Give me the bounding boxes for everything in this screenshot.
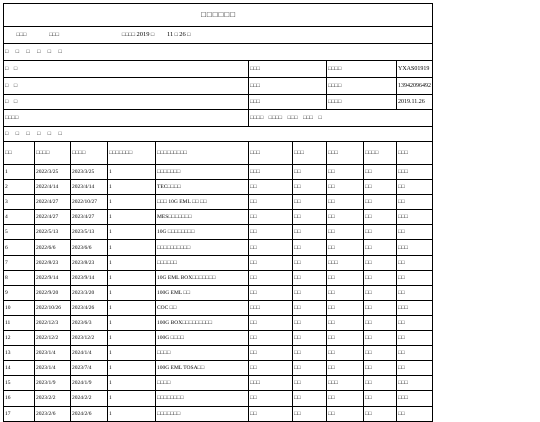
cell-d: □□	[364, 315, 397, 330]
cell-d: □□	[364, 391, 397, 406]
start-date: 2023/2/2	[35, 391, 71, 406]
cell-d: □□	[364, 180, 397, 195]
item-name: 100G □□□□	[156, 331, 249, 346]
info-field-3: □□□	[249, 95, 327, 110]
date-month-unit: □	[174, 32, 178, 38]
table-row	[4, 391, 433, 406]
end-date: 2024/1/9	[71, 376, 108, 391]
cell-c: □□	[327, 346, 364, 361]
cell-d: □□	[364, 346, 397, 361]
table-header-row	[4, 142, 433, 165]
col-header: □□□	[293, 142, 327, 165]
table-row	[4, 331, 433, 346]
cell-a: □□	[249, 346, 293, 361]
row-number: 13	[4, 346, 35, 361]
cell-b: □□	[293, 300, 327, 315]
cell-a: □□	[249, 180, 293, 195]
cell-c: □□	[327, 195, 364, 210]
row-number: 5	[4, 225, 35, 240]
table-row	[4, 406, 433, 421]
cell-d: □□	[364, 195, 397, 210]
cell-b: □□	[293, 240, 327, 255]
info-value-date: 2019.11.26	[397, 95, 433, 110]
table-row	[4, 361, 433, 376]
end-date: 2023/8/23	[71, 255, 108, 270]
cell-a: □□	[249, 225, 293, 240]
row-number: 17	[4, 406, 35, 421]
col-header: □□□□□□□□□	[156, 142, 249, 165]
cell-e: □□	[397, 285, 433, 300]
date-year-unit: □	[150, 32, 155, 38]
quantity: 1	[108, 255, 156, 270]
start-date: 2022/4/27	[35, 195, 71, 210]
item-name: 100G BOX□□□□□□□□□	[156, 315, 249, 330]
table-row	[4, 195, 433, 210]
item-name: 10G EML BOX□□□□□□□	[156, 270, 249, 285]
end-date: 2022/10/27	[71, 195, 108, 210]
info-label-3: □ □	[4, 95, 249, 110]
cell-a: □□	[249, 331, 293, 346]
end-date: 2023/4/27	[71, 210, 108, 225]
row-number: 10	[4, 300, 35, 315]
quantity: 1	[108, 285, 156, 300]
cell-e: □□	[397, 270, 433, 285]
table-row	[4, 210, 433, 225]
cell-a: □□	[249, 391, 293, 406]
cell-b: □□	[293, 406, 327, 421]
cell-b: □□	[293, 315, 327, 330]
cell-b: □□	[293, 331, 327, 346]
item-name: □□□□□□□	[156, 165, 249, 180]
end-date: 2023/6/3	[71, 315, 108, 330]
cell-a: □□	[249, 406, 293, 421]
cell-c: □□	[327, 315, 364, 330]
cell-b: □□	[293, 165, 327, 180]
end-date: 2023/9/14	[71, 270, 108, 285]
cell-a: □□	[249, 361, 293, 376]
item-name: □□□□	[156, 376, 249, 391]
end-date: 2024/1/4	[71, 346, 108, 361]
info-label-1: □ □	[4, 61, 249, 78]
cell-c: □□	[327, 165, 364, 180]
quantity: 1	[108, 331, 156, 346]
info-label-2: □ □	[4, 78, 249, 95]
table-row	[4, 285, 433, 300]
cell-a: □□	[249, 270, 293, 285]
cell-d: □□	[364, 331, 397, 346]
info-field-2: □□□	[249, 78, 327, 95]
item-name: □□□□□□□□□□	[156, 240, 249, 255]
cell-a: □□	[249, 240, 293, 255]
item-name: □□□ 10G EML □□ □□	[156, 195, 249, 210]
quantity: 1	[108, 300, 156, 315]
item-name: □□□□□□□□	[156, 391, 249, 406]
cell-a: □□	[249, 315, 293, 330]
cell-b: □□	[293, 361, 327, 376]
item-name: COC □□	[156, 300, 249, 315]
info-value-phone: 13942096492	[397, 78, 433, 95]
cell-c: □□	[327, 300, 364, 315]
table-row	[4, 315, 433, 330]
cell-a: □□	[249, 255, 293, 270]
start-date: 2022/8/23	[35, 255, 71, 270]
end-date: 2023/4/14	[71, 180, 108, 195]
row-number: 14	[4, 361, 35, 376]
info-field-1: □□□	[249, 61, 327, 78]
quantity: 1	[108, 346, 156, 361]
quantity: 1	[108, 315, 156, 330]
cell-e: □□□	[397, 300, 433, 315]
quantity: 1	[108, 210, 156, 225]
start-date: 2022/3/25	[35, 165, 71, 180]
row-number: 11	[4, 315, 35, 330]
cell-d: □□	[364, 165, 397, 180]
table-row	[4, 165, 433, 180]
item-name: 100G EML □□	[156, 285, 249, 300]
cell-e: □□□	[397, 165, 433, 180]
quantity: 1	[108, 225, 156, 240]
date-month: 11	[166, 31, 174, 38]
cell-a: □□	[249, 210, 293, 225]
cell-b: □□	[293, 225, 327, 240]
item-name: TEC□□□□	[156, 180, 249, 195]
cell-e: □□	[397, 255, 433, 270]
item-name: □□□□	[156, 346, 249, 361]
info-field-2b: □□□□	[327, 78, 397, 95]
col-header: □□	[4, 142, 35, 165]
document-title: □□□□□□	[4, 4, 433, 27]
col-header: □□□□	[364, 142, 397, 165]
end-date: 2023/7/4	[71, 361, 108, 376]
meta-label: □□□	[16, 32, 27, 38]
quantity: 1	[108, 406, 156, 421]
item-name: 100G EML TOSA□□	[156, 361, 249, 376]
cell-a: □□□	[249, 300, 293, 315]
cell-e: □□□	[397, 210, 433, 225]
quantity: 1	[108, 180, 156, 195]
cell-a: □□□	[249, 165, 293, 180]
row-number: 7	[4, 255, 35, 270]
quantity: 1	[108, 195, 156, 210]
cell-e: □□□	[397, 240, 433, 255]
row-number: 3	[4, 195, 35, 210]
row-number: 2	[4, 180, 35, 195]
end-date: 2023/4/26	[71, 300, 108, 315]
cell-c: □□	[327, 180, 364, 195]
cell-e: □□	[397, 406, 433, 421]
cell-d: □□	[364, 225, 397, 240]
cell-e: □□	[397, 346, 433, 361]
end-date: 2024/2/2	[71, 391, 108, 406]
table-row	[4, 376, 433, 391]
cell-b: □□	[293, 285, 327, 300]
report-table	[3, 3, 433, 422]
item-name: □□□□□□□	[156, 406, 249, 421]
info-field-3b: □□□□	[327, 95, 397, 110]
quantity: 1	[108, 376, 156, 391]
col-header: □□□□	[35, 142, 71, 165]
cell-c: □□	[327, 361, 364, 376]
end-date: 2023/3/20	[71, 285, 108, 300]
cell-e: □□	[397, 195, 433, 210]
cell-b: □□	[293, 255, 327, 270]
cell-a: □□□	[249, 376, 293, 391]
col-header: □□□□	[71, 142, 108, 165]
info-field-1b: □□□□	[327, 61, 397, 78]
date-day-unit: □	[187, 32, 191, 38]
cell-e: □□	[397, 361, 433, 376]
start-date: 2022/4/27	[35, 210, 71, 225]
document-sheet	[3, 3, 432, 417]
col-header: □□□	[327, 142, 364, 165]
cell-b: □□	[293, 180, 327, 195]
table-row	[4, 346, 433, 361]
cell-e: □□□	[397, 391, 433, 406]
item-name: MES□□□□□□□	[156, 210, 249, 225]
cell-c: □□	[327, 210, 364, 225]
quantity: 1	[108, 270, 156, 285]
date-label: □□□□	[121, 32, 136, 38]
start-date: 2023/1/4	[35, 361, 71, 376]
options-label: □□□□	[4, 110, 249, 127]
info-value-code: YXAS01919	[397, 61, 433, 78]
end-date: 2023/5/13	[71, 225, 108, 240]
end-date: 2024/2/6	[71, 406, 108, 421]
cell-b: □□	[293, 270, 327, 285]
cell-e: □□	[397, 180, 433, 195]
cell-c: □□	[327, 331, 364, 346]
quantity: 1	[108, 391, 156, 406]
end-date: 2023/12/2	[71, 331, 108, 346]
start-date: 2022/12/3	[35, 315, 71, 330]
cell-c: □□	[327, 240, 364, 255]
start-date: 2022/4/14	[35, 180, 71, 195]
end-date: 2023/6/6	[71, 240, 108, 255]
start-date: 2022/12/2	[35, 331, 71, 346]
cell-d: □□	[364, 270, 397, 285]
table-row	[4, 300, 433, 315]
cell-c: □□	[327, 391, 364, 406]
cell-d: □□	[364, 210, 397, 225]
row-number: 12	[4, 331, 35, 346]
section-header-1: □ □ □ □ □ □	[4, 44, 433, 61]
cell-b: □□	[293, 195, 327, 210]
cell-e: □□	[397, 315, 433, 330]
end-date: 2023/3/25	[71, 165, 108, 180]
row-number: 16	[4, 391, 35, 406]
table-row	[4, 240, 433, 255]
cell-c: □□□	[327, 255, 364, 270]
meta-row	[4, 27, 433, 44]
col-header: □□□□□□□	[108, 142, 156, 165]
table-row	[4, 180, 433, 195]
cell-c: □□	[327, 406, 364, 421]
cell-c: □□	[327, 285, 364, 300]
cell-b: □□	[293, 376, 327, 391]
start-date: 2022/9/14	[35, 270, 71, 285]
start-date: 2022/5/13	[35, 225, 71, 240]
row-number: 9	[4, 285, 35, 300]
cell-c: □□	[327, 225, 364, 240]
start-date: 2022/6/6	[35, 240, 71, 255]
cell-d: □□	[364, 255, 397, 270]
options-values: □□□□ □□□□ □□□ □□□ □	[249, 110, 433, 127]
date-day: 26	[179, 31, 186, 38]
row-number: 1	[4, 165, 35, 180]
table-row	[4, 225, 433, 240]
start-date: 2022/10/26	[35, 300, 71, 315]
cell-a: □□	[249, 195, 293, 210]
cell-b: □□	[293, 391, 327, 406]
section-header-2: □ □ □ □ □ □	[4, 127, 433, 142]
table-row	[4, 270, 433, 285]
row-number: 15	[4, 376, 35, 391]
table-row	[4, 255, 433, 270]
meta-value: □□□	[49, 32, 60, 38]
cell-d: □□	[364, 376, 397, 391]
cell-d: □□	[364, 361, 397, 376]
cell-d: □□	[364, 240, 397, 255]
cell-d: □□	[364, 285, 397, 300]
row-number: 6	[4, 240, 35, 255]
row-number: 4	[4, 210, 35, 225]
col-header: □□□	[397, 142, 433, 165]
cell-e: □□	[397, 331, 433, 346]
start-date: 2022/9/20	[35, 285, 71, 300]
cell-e: □□□	[397, 376, 433, 391]
row-number: 8	[4, 270, 35, 285]
cell-b: □□	[293, 346, 327, 361]
start-date: 2023/2/6	[35, 406, 71, 421]
cell-a: □□	[249, 285, 293, 300]
cell-d: □□	[364, 406, 397, 421]
cell-d: □□	[364, 300, 397, 315]
col-header: □□□	[249, 142, 293, 165]
quantity: 1	[108, 165, 156, 180]
quantity: 1	[108, 240, 156, 255]
item-name: 10G □□□□□□□□	[156, 225, 249, 240]
cell-c: □□□	[327, 376, 364, 391]
cell-b: □□	[293, 210, 327, 225]
quantity: 1	[108, 361, 156, 376]
start-date: 2023/1/9	[35, 376, 71, 391]
cell-c: □□	[327, 270, 364, 285]
start-date: 2023/1/4	[35, 346, 71, 361]
cell-e: □□	[397, 225, 433, 240]
item-name: □□□□□□	[156, 255, 249, 270]
date-year: 2019	[136, 31, 150, 38]
